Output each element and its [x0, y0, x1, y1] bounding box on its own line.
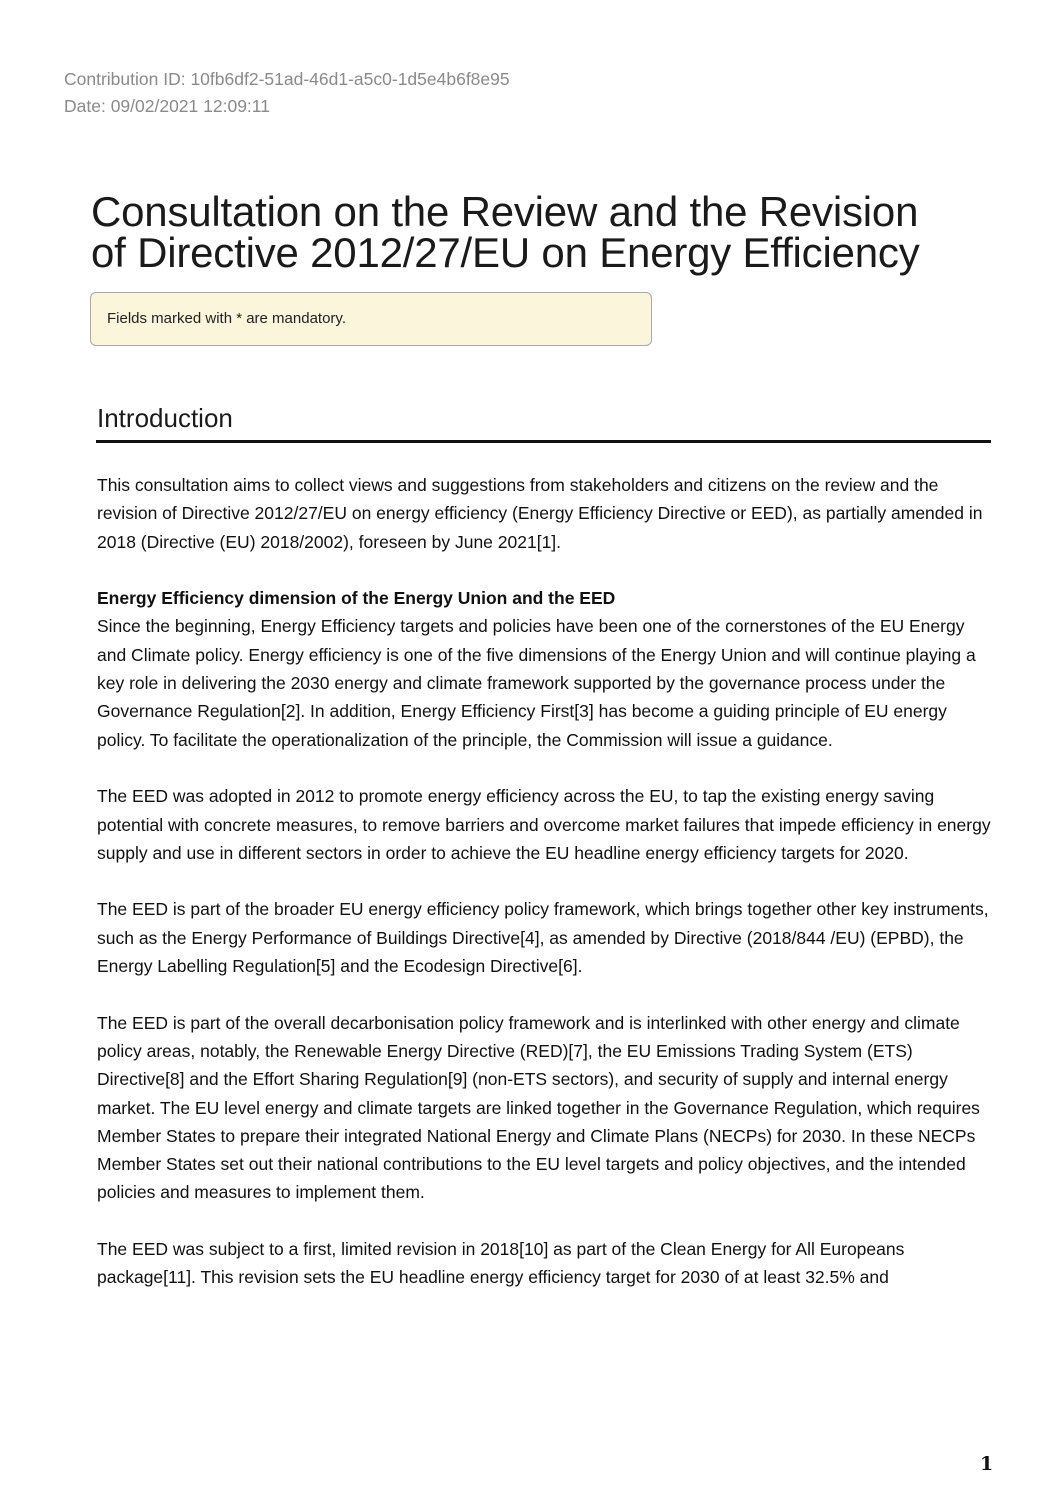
mandatory-fields-notice	[90, 292, 652, 346]
section-divider	[96, 440, 991, 443]
submission-meta	[64, 66, 510, 120]
body-paragraph-1: Since the beginning, Energy Efficiency targets and policies have been one of the cornerstones of the EU Energy and Climate policy. Energy efficiency is one of the five dimensions of the Energy Union and will continue playing a key role in delivering the 2030 energy and climate framework supported by the governance process under the Governance Regulation[2]. In addition, Energy Efficiency First[3] has become a guiding principle of EU energy policy. To facilitate the operationalization of the principle, the Commission will issue a guidance.	[97, 616, 976, 750]
page-title	[91, 188, 1011, 276]
body-paragraph-3: The EED is part of the broader EU energy efficiency policy framework, which brings together other key instruments, such as the Energy Performance of Buildings Directive[4], as amended by Directive (2018/844 /EU) (EPBD), the Energy Labelling Regulation[5] and the Ecodesign Directive[6].	[97, 899, 989, 977]
page-title-line-1: Consultation on the Review and the Revision	[91, 188, 919, 235]
body-paragraph-5: The EED was subject to a first, limited revision in 2018[10] as part of the Clean Energy for All Europeans package[11]. This revision sets the EU headline energy efficiency target for 2030 of at least 32.5% and	[97, 1239, 905, 1288]
introduction-content	[97, 471, 997, 1320]
page-number: 1	[980, 1453, 994, 1475]
subsection-heading: Energy Efficiency dimension of the Energy Union and the EED	[97, 588, 616, 609]
body-paragraph-4: The EED is part of the overall decarbonisation policy framework and is interlinked with other energy and climate policy areas, notably, the Renewable Energy Directive (RED)[7], the EU Emissions Trading System (ETS) Directive[8] and the Effort Sharing Regulation[9] (non-ETS sectors), and security of supply and internal energy market. The EU level energy and climate targets are linked together in the Governance Regulation, which requires Member States to prepare their integrated National Energy and Climate Plans (NECPs) for 2030. In these NECPs Member States set out their national contributions to the EU level targets and policy objectives, and the intended policies and measures to implement them.	[97, 1012, 980, 1203]
section-heading: Introduction	[97, 403, 233, 433]
intro-paragraph: This consultation aims to collect views and suggestions from stakeholders and citizens on the review and the revision of Directive 2012/27/EU on energy efficiency (Energy Efficiency Directive or EED), as partially amended in 2018 (Directive (EU) 2018/2002), foreseen by June 2021[1].	[97, 475, 983, 552]
submission-date: Date: 09/02/2021 12:09:11	[64, 96, 270, 116]
body-paragraph-2: The EED was adopted in 2012 to promote energy efficiency across the EU, to tap the existing energy saving potential with concrete measures, to remove barriers and overcome market failures that impede efficiency in energy supply and use in different sectors in order to achieve the EU headline energy efficiency targets for 2020.	[97, 786, 991, 863]
page-title-line-2: of Directive 2012/27/EU on Energy Efficiency	[91, 229, 920, 276]
mandatory-fields-text: Fields marked with * are mandatory.	[107, 310, 346, 327]
contribution-id: Contribution ID: 10fb6df2-51ad-46d1-a5c0-1d5e4b6f8e95	[64, 69, 510, 89]
